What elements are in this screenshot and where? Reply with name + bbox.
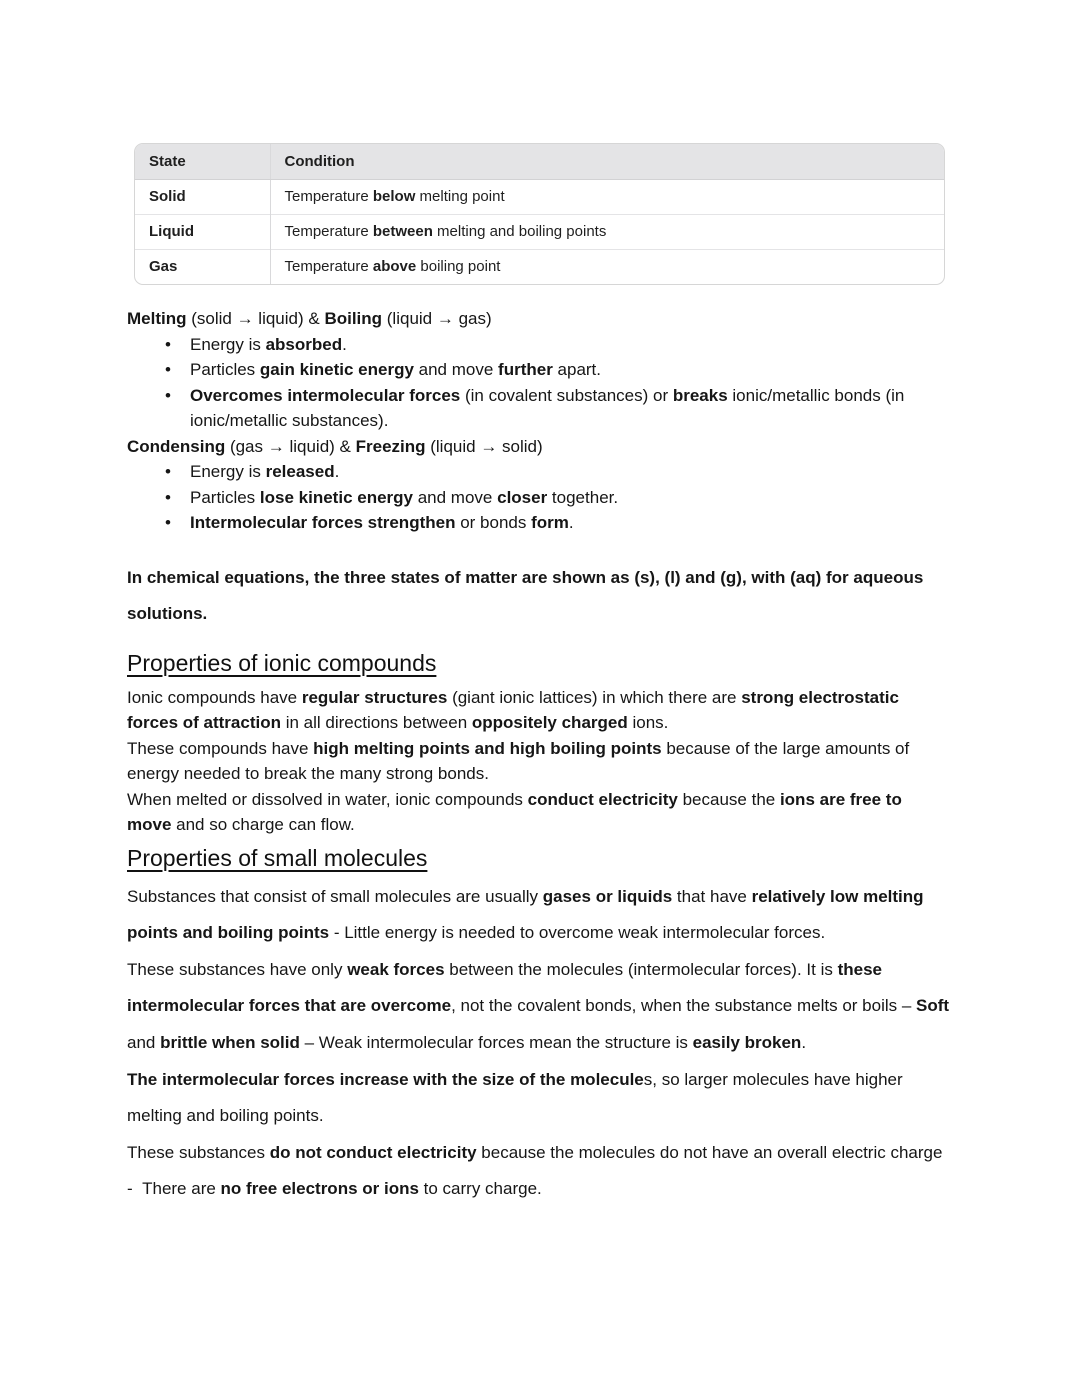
state-cell: Solid [135, 179, 270, 214]
table-header-condition: Condition [270, 144, 944, 179]
bullet-item: • Intermolecular forces strengthen or bonds form. [127, 510, 950, 536]
table-header-row [135, 144, 944, 179]
paragraph-ionic-structure: Ionic compounds have regular structures (giant ionic lattices) in which there are strong electrostatic forces of attraction in all directions between oppositely charged ions. [127, 687, 899, 733]
paragraph-small-molecules-states: Substances that consist of small molecules are usually gases or liquids that have relatively low melting points and boiling points - Little energy is needed to overcome weak intermolecular forces. [127, 886, 924, 943]
paragraph-condensing-freezing-title: Condensing (gas → liquid) & Freezing (liquid → solid) [127, 436, 543, 456]
heading-small-molecules: Properties of small molecules [127, 844, 428, 871]
melting-bullet-list [127, 332, 950, 434]
condition-cell: Temperature below melting point [284, 188, 505, 205]
bullet-item: • Particles lose kinetic energy and move closer together. [127, 485, 950, 511]
heading-ionic-compounds: Properties of ionic compounds [127, 649, 437, 676]
bullet-item: • Overcomes intermolecular forces (in covalent substances) or breaks ionic/metallic bonds (in ionic/metallic substances). [127, 383, 950, 434]
paragraph-states-note: In chemical equations, the three states of matter are shown as (s), (l) and (g), with (aq) for aqueous solutions. [127, 567, 924, 624]
table-header-state: State [135, 144, 270, 179]
state-cell: Gas [135, 249, 270, 284]
condition-cell: Temperature between melting and boiling points [270, 214, 944, 249]
bullet-item: • Energy is released. [127, 459, 950, 485]
paragraph-melting-boiling-title: Melting (solid → liquid) & Boiling (liquid → gas) [127, 309, 492, 328]
paragraph-no-conductivity: These substances do not conduct electricity because the molecules do not have an overall electric charge - There are no free electrons or ions to carry charge. [127, 1142, 943, 1199]
bullet-item: • Particles gain kinetic energy and move further apart. [127, 357, 950, 383]
table-row-gas [135, 249, 944, 284]
paragraph-forces-size: The intermolecular forces increase with the size of the molecules, so larger molecules have higher melting and boiling points. [127, 1069, 903, 1126]
states-of-matter-table [134, 143, 945, 285]
table-row-solid [135, 179, 944, 214]
paragraph-ionic-conductivity: When melted or dissolved in water, ionic compounds conduct electricity because the ions are free to move and so charge can flow. [127, 789, 902, 835]
paragraph-weak-forces: These substances have only weak forces between the molecules (intermolecular forces). It is these intermolecular forces that are overcome, not the covalent bonds, when the substance melts or boils – Soft and brittle when solid – Weak intermolecular forces mean the structure is easily broken. [127, 959, 950, 1053]
table-row-liquid [135, 214, 944, 249]
state-cell: Liquid [135, 214, 270, 249]
condition-cell: Temperature above boiling point [270, 249, 944, 284]
condensing-bullet-list [127, 459, 950, 536]
bullet-item: • Energy is absorbed. [127, 332, 950, 358]
paragraph-ionic-melting-points: These compounds have high melting points and high boiling points because of the large amounts of energy needed to break the many strong bonds. [127, 738, 910, 784]
